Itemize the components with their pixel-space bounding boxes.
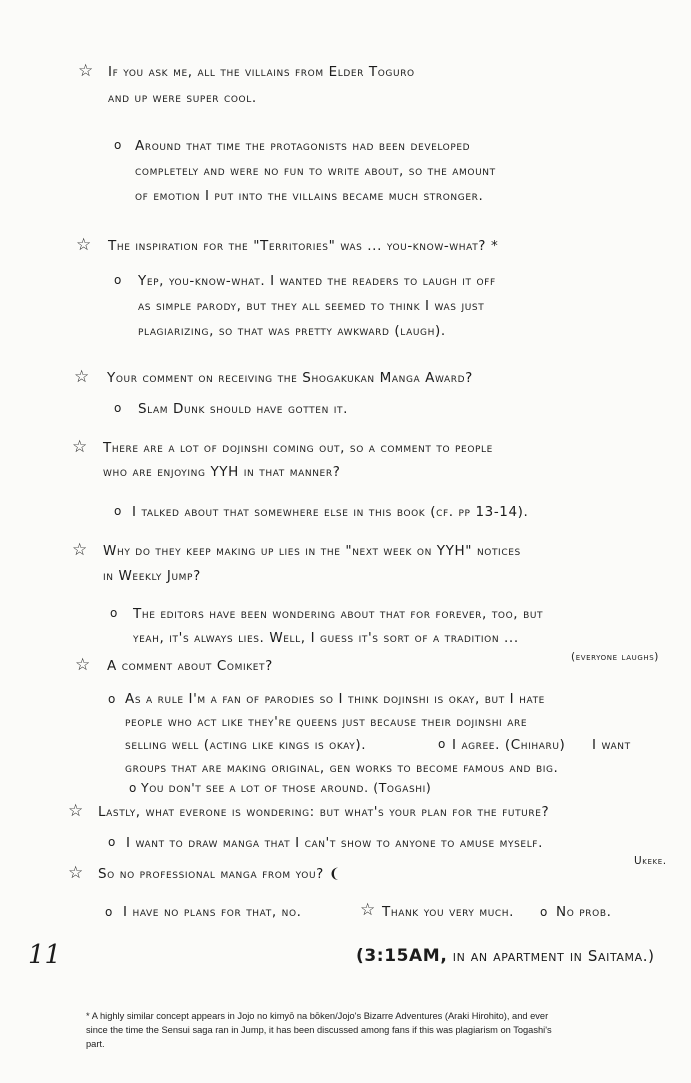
question-line: and up were super cool. [108,90,257,106]
star-icon: ☆ [75,655,91,675]
answer-line: As a rule I'm a fan of parodies so I think dojinshi is okay, but I hate [125,691,545,707]
answer-line: selling well (acting like kings is okay). [125,737,367,753]
star-icon: ☆ [74,367,90,387]
answer-line: I agree. (Chiharu) [452,737,566,753]
star-icon: ☆ [72,437,88,457]
answer-line: Yep, you-know-what. I wanted the readers to laugh it off [138,273,496,289]
bullet-icon: o [438,737,446,751]
question-line: A comment about Comiket? [107,658,273,674]
question-line: There are a lot of dojinshi coming out, so a comment to people [103,440,493,456]
answer-line: people who act like they're queens just because their dojinshi are [125,714,528,730]
answer-line: I have no plans for that, no. [123,904,302,920]
answer-line: as simple parody, but they all seemed to think I was just [138,298,485,314]
star-icon: ☆ [68,863,84,883]
answer-line: Thank you very much. [382,904,515,920]
answer-line: groups that are making original, gen works to become famous and big. [125,760,559,776]
aside-note: (everyone laughs) [571,651,659,663]
bullet-icon: o [114,138,122,152]
question-line: who are enjoying YYH in that manner? [103,464,341,480]
location-time: (3:15AM, [356,946,448,966]
aside-note: Ukeke. [634,855,667,867]
answer-line: yeah, it's always lies. Well, I guess it's sort of a tradition ... [133,630,519,646]
location-place: in an apartment in Saitama.) [452,947,655,965]
question-line: Your comment on receiving the Shogakukan Manga Award? [107,370,473,386]
page-number: 11 [28,940,62,970]
question-line: So no professional manga from you? ❨ [98,866,341,882]
answer-line: No prob. [556,904,612,920]
star-icon: ☆ [78,61,94,81]
answer-line: I want to draw manga that I can't show to anyone to amuse myself. [126,835,543,851]
question-line: Why do they keep making up lies in the "next week on YYH" notices [103,543,521,559]
bullet-icon: o [110,606,118,620]
star-icon: ☆ [72,540,88,560]
bullet-icon: o [114,401,122,415]
answer-line: I want [592,737,631,753]
question-line: Lastly, what everone is wondering: but what's your plan for the future? [98,804,550,820]
answer-line: I talked about that somewhere else in this book (cf. pp 13-14). [132,504,529,520]
answer-line: The editors have been wondering about that for forever, too, but [133,606,544,622]
question-line: The inspiration for the "Territories" was ... you-know-what? * [108,238,499,254]
star-icon: ☆ [360,900,376,920]
bullet-icon: o [105,905,113,919]
bullet-icon: o [108,835,116,849]
question-line: in Weekly Jump? [103,568,201,584]
answer-line: plagiarizing, so that was pretty awkward (laugh). [138,323,446,339]
question-line: If you ask me, all the villains from Elder Toguro [108,64,415,80]
answer-line: Around that time the protagonists had been developed [135,138,471,154]
answer-line: Slam Dunk should have gotten it. [138,401,349,417]
star-icon: ☆ [76,235,92,255]
bullet-icon: o [129,781,137,795]
location-note [356,946,655,966]
star-icon: ☆ [68,801,84,821]
answer-line: of emotion I put into the villains became much stronger. [135,188,484,204]
footnote: * A highly similar concept appears in Jojo no kimyō na bōken/Jojo's Bizarre Adventures (Araki Hirohito), and ever since the time the Sensui saga ran in Jump, it has been discussed among fans if this was plagiarism on Togashi's part. [86,1011,552,1049]
answer-line: completely and were no fun to write about, so the amount [135,163,496,179]
bullet-icon: o [108,692,116,706]
bullet-icon: o [114,504,122,518]
answer-line: You don't see a lot of those around. (Togashi) [141,780,432,795]
bullet-icon: o [540,905,548,919]
bullet-icon: o [114,273,122,287]
